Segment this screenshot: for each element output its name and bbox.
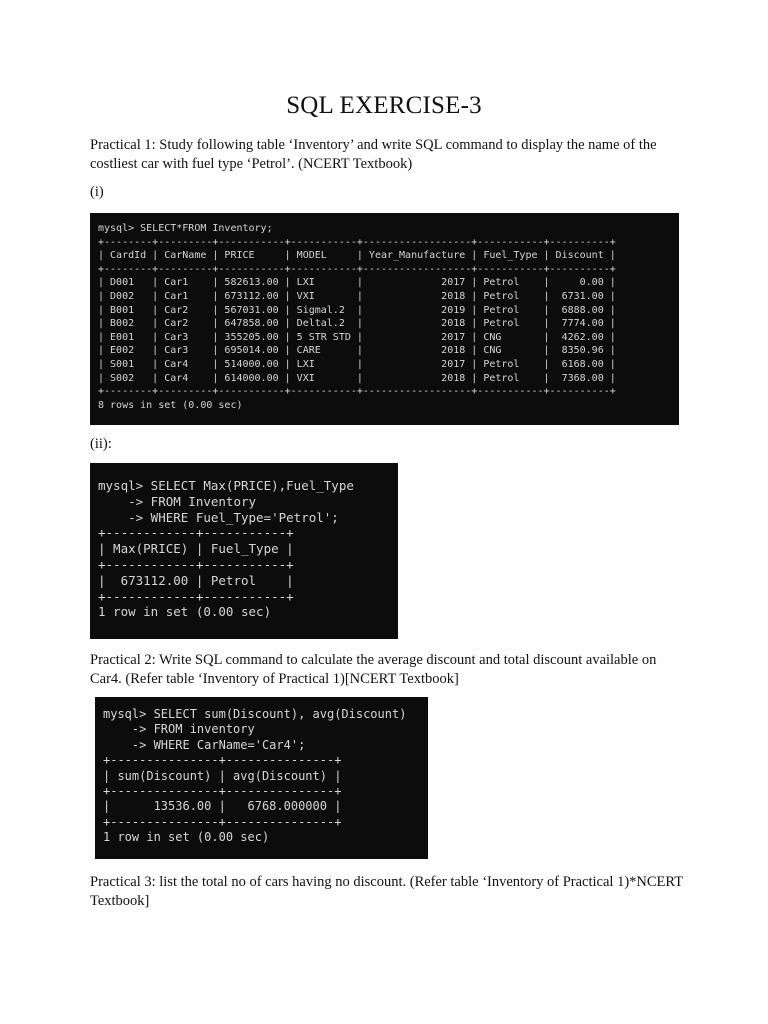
terminal-line: | 673112.00 | Petrol |	[98, 572, 294, 588]
terminal-line: 1 row in set (0.00 sec)	[103, 830, 270, 845]
practical-1-text: Practical 1: Study following table ‘Inventory’ and write SQL command to display the name of the costliest car with fuel type ‘Petrol’. (NCERT Textbook)	[90, 137, 657, 172]
practical-3-text: Practical 3: list the total no of cars having no discount. (Refer table ‘Inventory of Practical 1)*NCERT Textbook]	[90, 874, 683, 909]
terminal-line: -> WHERE Fuel_Type='Petrol';	[98, 509, 339, 525]
terminal-line: mysql> SELECT sum(Discount), avg(Discount)	[103, 707, 407, 721]
terminal-line: +---------------+---------------+	[103, 814, 342, 829]
terminal-line: | S001 | Car4 | 514000.00 | LXI | 2017 | Petrol | 6168.00 |	[98, 358, 616, 370]
terminal-line: +---------------+---------------+	[103, 753, 342, 768]
terminal-line: +--------+---------+-----------+-----------+------------------+-----------+----------+	[98, 386, 616, 398]
terminal-line: | sum(Discount) | avg(Discount) |	[103, 768, 342, 783]
terminal-line: mysql> SELECT*FROM Inventory;	[98, 223, 273, 234]
terminal-line: 8 rows in set (0.00 sec)	[98, 399, 243, 411]
label-i: (i)	[90, 184, 104, 200]
terminal-line: | Max(PRICE) | Fuel_Type |	[98, 541, 294, 557]
terminal-line: +--------+---------+-----------+-----------+------------------+-----------+----------+	[98, 263, 616, 275]
terminal-line: -> FROM Inventory	[98, 493, 257, 509]
terminal-line: +------------+-----------+	[98, 588, 294, 604]
discount-query-terminal	[95, 697, 428, 859]
terminal-line: +---------------+---------------+	[103, 784, 342, 799]
terminal-line: | E002 | Car3 | 695014.00 | CARE | 2018 | CNG | 8350.96 |	[98, 345, 616, 357]
terminal-line: | D002 | Car1 | 673112.00 | VXI | 2018 | Petrol | 6731.00 |	[98, 290, 616, 302]
max-price-query-terminal	[90, 463, 398, 639]
terminal-line: +--------+---------+-----------+-----------+------------------+-----------+----------+	[98, 236, 616, 248]
label-ii: (ii):	[90, 436, 112, 452]
terminal-line: | CardId | CarName | PRICE | MODEL | Year_Manufacture | Fuel_Type | Discount |	[98, 250, 616, 262]
terminal-line: | 13536.00 | 6768.000000 |	[103, 799, 342, 814]
terminal-line: | B001 | Car2 | 567031.00 | Sigmal.2 | 2019 | Petrol | 6888.00 |	[98, 304, 616, 316]
page-title: SQL EXERCISE-3	[286, 92, 482, 119]
terminal-line: | E001 | Car3 | 355205.00 | 5 STR STD | 2017 | CNG | 4262.00 |	[98, 331, 616, 343]
terminal-line: mysql> SELECT Max(PRICE),Fuel_Type	[98, 478, 354, 493]
terminal-line: | B002 | Car2 | 647858.00 | Deltal.2 | 2018 | Petrol | 7774.00 |	[98, 318, 616, 330]
terminal-line: -> FROM inventory	[103, 722, 255, 737]
terminal-line: -> WHERE CarName='Car4';	[103, 737, 306, 752]
inventory-query-terminal	[90, 213, 679, 425]
terminal-line: +------------+-----------+	[98, 556, 294, 572]
terminal-line: | D001 | Car1 | 582613.00 | LXI | 2017 | Petrol | 0.00 |	[98, 277, 616, 289]
practical-2-text: Practical 2: Write SQL command to calculate the average discount and total discount available on Car4. (Refer table ‘Inventory of Practical 1)[NCERT Textbook]	[90, 652, 657, 687]
terminal-line: | S002 | Car4 | 614000.00 | VXI | 2018 | Petrol | 7368.00 |	[98, 372, 616, 384]
terminal-line: 1 row in set (0.00 sec)	[98, 604, 272, 620]
terminal-line: +------------+-----------+	[98, 525, 294, 541]
